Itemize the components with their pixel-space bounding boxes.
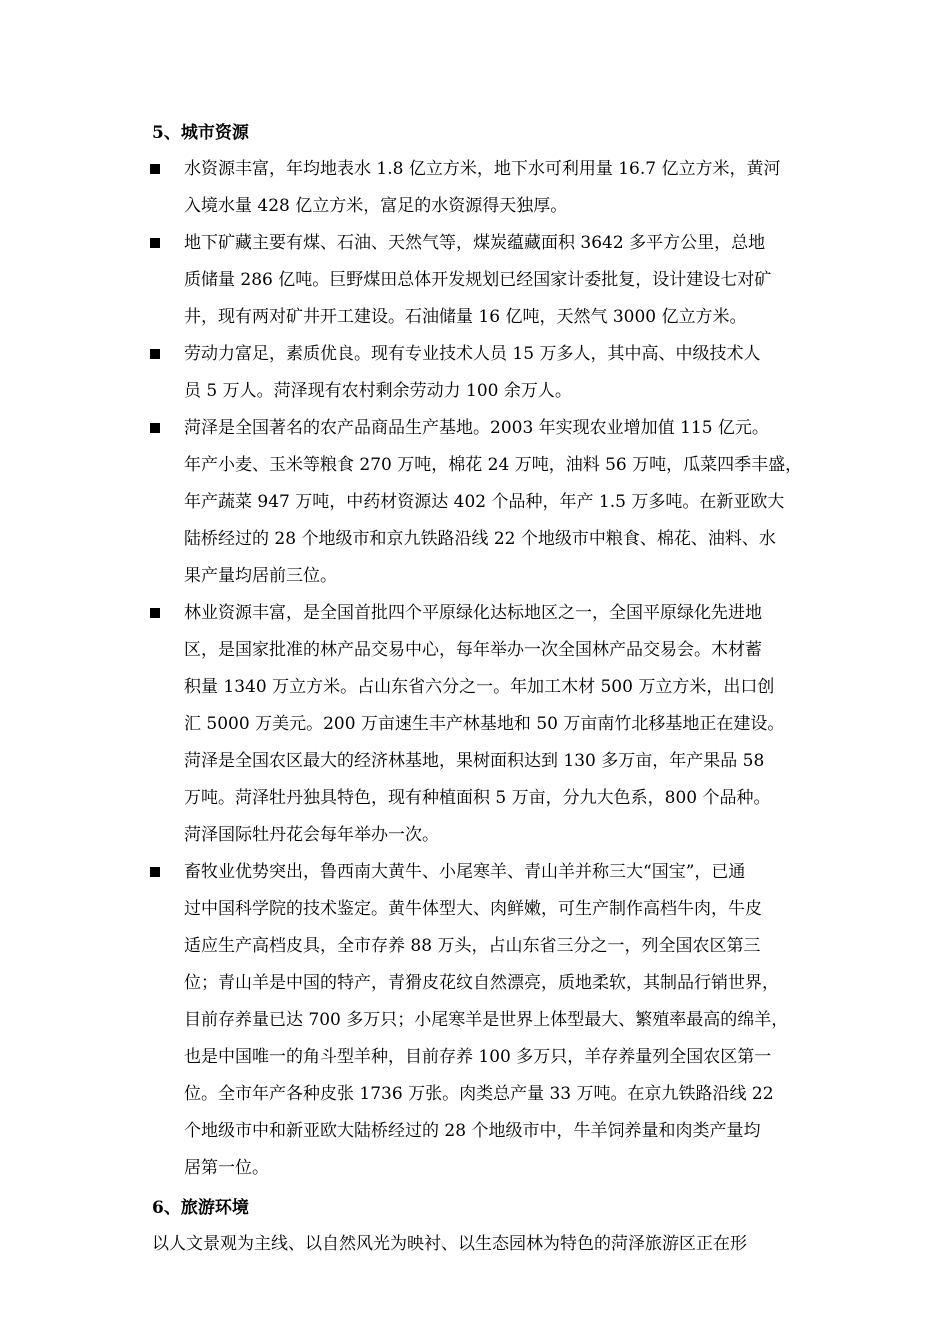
text-line: 年产小麦、玉米等粮食 270 万吨，棉花 24 万吨，油料 56 万吨，瓜菜四季丰盛， bbox=[184, 455, 803, 475]
section-heading-tourism: 6、旅游环境 bbox=[152, 1198, 249, 1218]
text-line: 畜牧业优势突出，鲁西南大黄牛、小尾寒羊、青山羊并称三大“国宝”，已通 bbox=[184, 862, 746, 882]
text-line: 位；青山羊是中国的特产，青猾皮花纹自然漂亮，质地柔软，其制品行销世界， bbox=[184, 973, 779, 993]
text-line: 年产蔬菜 947 万吨，中药材资源达 402 个品种，年产 1.5 万多吨。在新亚欧大 bbox=[184, 492, 785, 512]
section-heading-city-resources: 5、城市资源 bbox=[152, 123, 249, 143]
text-line: 过中国科学院的技术鉴定。黄牛体型大、肉鲜嫩，可生产制作高档牛肉，牛皮 bbox=[184, 899, 762, 919]
text-line: 居第一位。 bbox=[184, 1158, 269, 1178]
text-line: 井，现有两对矿井开工建设。石油储量 16 亿吨，天然气 3000 亿立方米。 bbox=[184, 307, 747, 327]
text-line: 适应生产高档皮具，全市存养 88 万头，占山东省三分之一，列全国农区第三 bbox=[184, 936, 761, 956]
text-line: 质储量 286 亿吨。巨野煤田总体开发规划已经国家计委批复，设计建设七对矿 bbox=[184, 270, 772, 290]
text-line: 区，是国家批准的林产品交易中心，每年举办一次全国林产品交易会。木材蓄 bbox=[184, 640, 762, 660]
text-line: 林业资源丰富，是全国首批四个平原绿化达标地区之一，全国平原绿化先进地 bbox=[184, 603, 762, 623]
text-line: 陆桥经过的 28 个地级市和京九铁路沿线 22 个地级市中粮食、棉花、油料、水 bbox=[184, 529, 776, 549]
square-bullet-icon bbox=[150, 164, 160, 174]
square-bullet-icon bbox=[150, 349, 160, 359]
square-bullet-icon bbox=[150, 867, 160, 877]
text-line: 位。全市年产各种皮张 1736 万张。肉类总产量 33 万吨。在京九铁路沿线 22 bbox=[184, 1084, 774, 1104]
text-line: 菏泽是全国著名的农产品商品生产基地。2003 年实现农业增加值 115 亿元。 bbox=[184, 418, 769, 438]
text-line: 个地级市中和新亚欧大陆桥经过的 28 个地级市中，牛羊饲养量和肉类产量均 bbox=[184, 1121, 761, 1141]
text-line: 也是中国唯一的角斗型羊种，目前存养 100 多万只，羊存养量列全国农区第一 bbox=[184, 1047, 772, 1067]
text-line: 入境水量 428 亿立方米，富足的水资源得天独厚。 bbox=[184, 196, 568, 216]
text-line: 地下矿藏主要有煤、石油、天然气等，煤炭蕴藏面积 3642 多平方公里，总地 bbox=[184, 233, 766, 253]
text-line: 菏泽是全国农区最大的经济林基地，果树面积达到 130 多万亩，年产果品 58 bbox=[184, 751, 765, 771]
text-line: 水资源丰富，年均地表水 1.8 亿立方米，地下水可利用量 16.7 亿立方米，黄河 bbox=[184, 159, 781, 179]
square-bullet-icon bbox=[150, 423, 160, 433]
text-line: 菏泽国际牡丹花会每年举办一次。 bbox=[184, 825, 439, 845]
square-bullet-icon bbox=[150, 238, 160, 248]
square-bullet-icon bbox=[150, 608, 160, 618]
paragraph-line: 以人文景观为主线、以自然风光为映衬、以生态园林为特色的菏泽旅游区正在形 bbox=[152, 1234, 747, 1254]
text-line: 目前存养量已达 700 多万只；小尾寒羊是世界上体型最大、繁殖率最高的绵羊， bbox=[184, 1010, 789, 1030]
text-line: 汇 5000 万美元。200 万亩速生丰产林基地和 50 万亩南竹北移基地正在建设。 bbox=[184, 714, 785, 734]
text-line: 积量 1340 万立方米。占山东省六分之一。年加工木材 500 万立方米，出口创 bbox=[184, 677, 775, 697]
text-line: 员 5 万人。菏泽现有农村剩余劳动力 100 余万人。 bbox=[184, 381, 572, 401]
text-line: 万吨。菏泽牡丹独具特色，现有种植面积 5 万亩，分九大色系，800 个品种。 bbox=[184, 788, 771, 808]
text-line: 劳动力富足，素质优良。现有专业技术人员 15 万多人，其中高、中级技术人 bbox=[184, 344, 761, 364]
text-line: 果产量均居前三位。 bbox=[184, 566, 337, 586]
